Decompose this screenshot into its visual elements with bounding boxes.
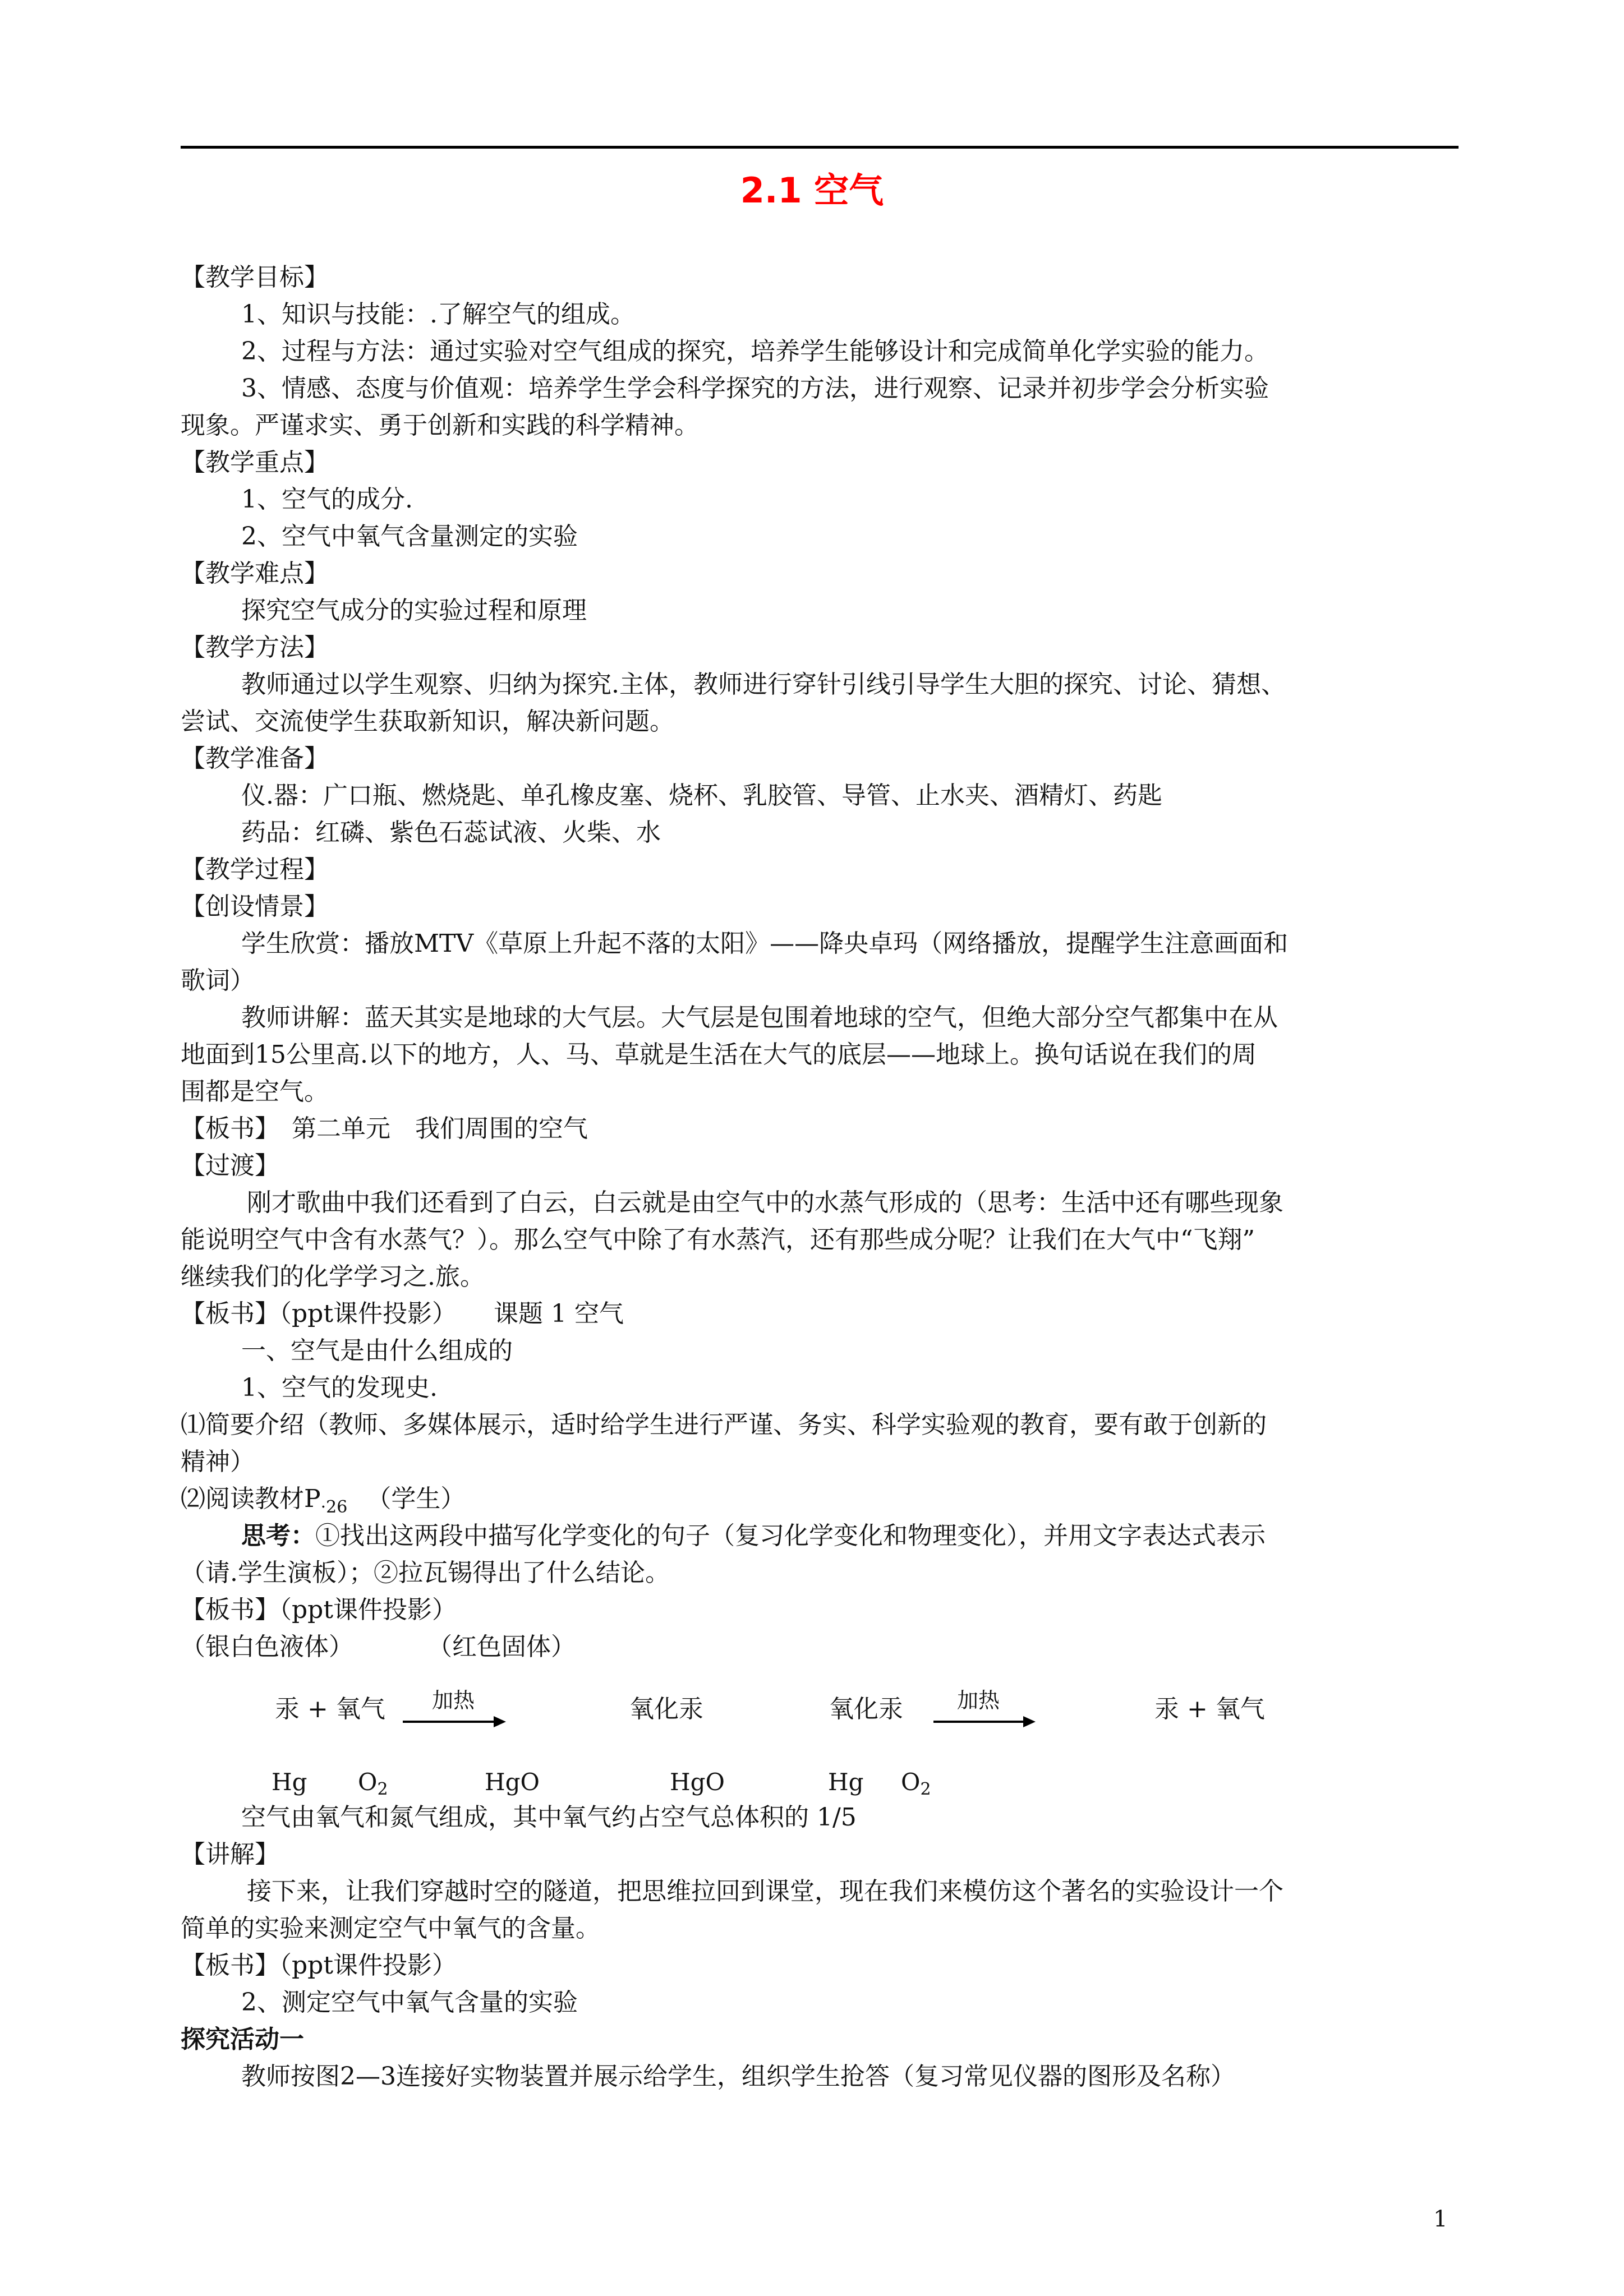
blackboard-projection-2: 【板书】（ppt课件投影） <box>181 1951 457 1980</box>
thinking-text: ①找出这两段中描写化学变化的句子（复习化学变化和物理变化），并用文字表达式表示 <box>315 1522 1266 1550</box>
objective-attitude: 3、情感、态度与价值观：培养学生学会科学探究的方法，进行观察、记录并初步学会分析实验 <box>241 374 1269 403</box>
scenario-student-appreciation-cont: 歌词） <box>181 966 255 995</box>
lecture-text: 接下来，让我们穿越时空的隧道，把思维拉回到课堂，现在我们来模仿这个著名的实验设计一个 <box>247 1877 1283 1906</box>
section-heading-objectives: 【教学目标】 <box>181 263 329 292</box>
objective-knowledge: 1、知识与技能：.了解空气的组成。 <box>241 300 635 329</box>
inquiry-activity-text: 教师按图2—3连接好实物装置并展示给学生，组织学生抢答（复习常见仪器的图形及名称） <box>241 2062 1235 2091</box>
preparation-instruments: 仪.器：广口瓶、燃烧匙、单孔橡皮塞、烧杯、乳胶管、导管、止水夹、酒精灯、药匙 <box>241 781 1162 810</box>
section-heading-process: 【教学过程】 <box>181 855 329 884</box>
reaction1-reactants: 汞 + 氧气 <box>275 1695 385 1723</box>
symbol-o2-2-letter: O <box>901 1768 921 1796</box>
blackboard-lesson-title: 【板书】（ppt课件投影） 课题 1 空气 <box>181 1299 624 1328</box>
section-heading-scenario: 【创设情景】 <box>181 892 329 921</box>
reaction1-product: 氧化汞 <box>629 1695 703 1723</box>
symbol-hgo-1: HgO <box>485 1768 540 1796</box>
page-title: 2.1 空气 <box>740 170 884 211</box>
page-reference-subscript: ·26 <box>320 1497 348 1517</box>
conclusion-air-composition: 空气由氧气和氮气组成，其中氧气约占空气总体积的 1/5 <box>241 1803 857 1832</box>
reaction2-products: 汞 + 氧气 <box>1154 1695 1265 1723</box>
thinking-label: 思考： <box>241 1522 315 1550</box>
reading-assignment-text: ⑵阅读教材P <box>181 1484 321 1513</box>
history-brief-intro: ⑴简要介绍（教师、多媒体展示，适时给学生进行严谨、务实、科学实验观的教育，要有敢于创新的 <box>181 1410 1267 1439</box>
symbol-hg-1: Hg <box>272 1768 307 1796</box>
symbol-hgo-2: HgO <box>670 1768 725 1796</box>
section-heading-difficulties: 【教学难点】 <box>181 559 329 588</box>
reading-assignment-note: （学生） <box>366 1484 466 1513</box>
blackboard-unit-title: 【板书】 第二单元 我们周围的空气 <box>181 1114 588 1143</box>
symbol-o2-1-subscript: 2 <box>377 1779 388 1799</box>
section-heading-key-points: 【教学重点】 <box>181 448 329 477</box>
history-brief-intro-cont: 精神） <box>181 1447 255 1476</box>
section-heading-preparation: 【教学准备】 <box>181 744 329 773</box>
difficulty-text: 探究空气成分的实验过程和原理 <box>241 596 587 625</box>
methods-text: 教师通过以学生观察、归纳为探究.主体，教师进行穿针引线引导学生大胆的探究、讨论、猜想、 <box>241 670 1286 699</box>
scenario-teacher-explanation: 教师讲解：蓝天其实是地球的大气层。大气层是包围着地球的空气，但绝大部分空气都集中在从 <box>241 1003 1278 1032</box>
key-point-1: 1、空气的成分. <box>241 485 413 514</box>
symbol-hg-2: Hg <box>828 1768 864 1796</box>
section-heading-lecture: 【讲解】 <box>181 1840 279 1869</box>
reaction2-condition: 加热 <box>957 1688 1000 1713</box>
section-heading-methods: 【教学方法】 <box>181 633 329 662</box>
inquiry-activity-heading: 探究活动一 <box>181 2025 304 2054</box>
reaction1-arrow-icon <box>403 1721 503 1723</box>
subsection-air-composition: 一、空气是由什么组成的 <box>241 1336 513 1365</box>
thinking-question <box>241 1518 1266 1555</box>
blackboard-projection: 【板书】（ppt课件投影） <box>181 1596 457 1624</box>
key-point-2: 2、空气中氧气含量测定的实验 <box>241 522 578 551</box>
reaction2-arrow-icon <box>933 1721 1032 1723</box>
reaction2-reactant: 氧化汞 <box>829 1695 903 1723</box>
scenario-teacher-explanation-cont2: 围都是空气。 <box>181 1077 329 1106</box>
symbol-o2-2-subscript: 2 <box>920 1779 931 1799</box>
objective-attitude-cont: 现象。严谨求实、勇于创新和实践的科学精神。 <box>181 411 699 440</box>
transition-text-cont1: 能说明空气中含有水蒸气？）。那么空气中除了有水蒸汽，还有那些成分呢？让我们在大气中“飞翔” <box>181 1225 1255 1254</box>
header-rule <box>181 146 1459 149</box>
symbol-o2-2 <box>901 1765 931 1806</box>
subsection-oxygen-measurement: 2、测定空气中氧气含量的实验 <box>241 1988 578 2017</box>
section-heading-transition: 【过渡】 <box>181 1151 279 1180</box>
transition-text-cont2: 继续我们的化学学习之.旅。 <box>181 1262 485 1291</box>
scenario-student-appreciation: 学生欣赏：播放MTV《草原上升起不落的太阳》——降央卓玛（网络播放，提醒学生注意画面和 <box>241 929 1289 958</box>
thinking-question-cont: （请.学生演板）；②拉瓦锡得出了什么结论。 <box>181 1559 670 1587</box>
transition-text: 刚才歌曲中我们还看到了白云，白云就是由空气中的水蒸气形成的（思考：生活中还有哪些现象 <box>247 1188 1283 1217</box>
objective-process: 2、过程与方法：通过实验对空气组成的探究，培养学生能够设计和完成简单化学实验的能力。 <box>241 337 1269 366</box>
preparation-reagents: 药品：红磷、紫色石蕊试液、火柴、水 <box>241 818 661 847</box>
page-number: 1 <box>1433 2206 1448 2232</box>
substance-state-labels: （银白色液体） （红色固体） <box>181 1633 576 1661</box>
methods-text-cont: 尝试、交流使学生获取新知识，解决新问题。 <box>181 707 674 736</box>
subsection-discovery-history: 1、空气的发现史. <box>241 1373 438 1402</box>
reaction1-condition: 加热 <box>432 1688 475 1713</box>
scenario-teacher-explanation-cont1: 地面到15公里高.以下的地方，人、马、草就是生活在大气的底层——地球上。换句话说在我们的周 <box>181 1040 1257 1069</box>
symbol-o2-1-letter: O <box>358 1768 378 1796</box>
lecture-text-cont: 简单的实验来测定空气中氧气的含量。 <box>181 1914 600 1943</box>
